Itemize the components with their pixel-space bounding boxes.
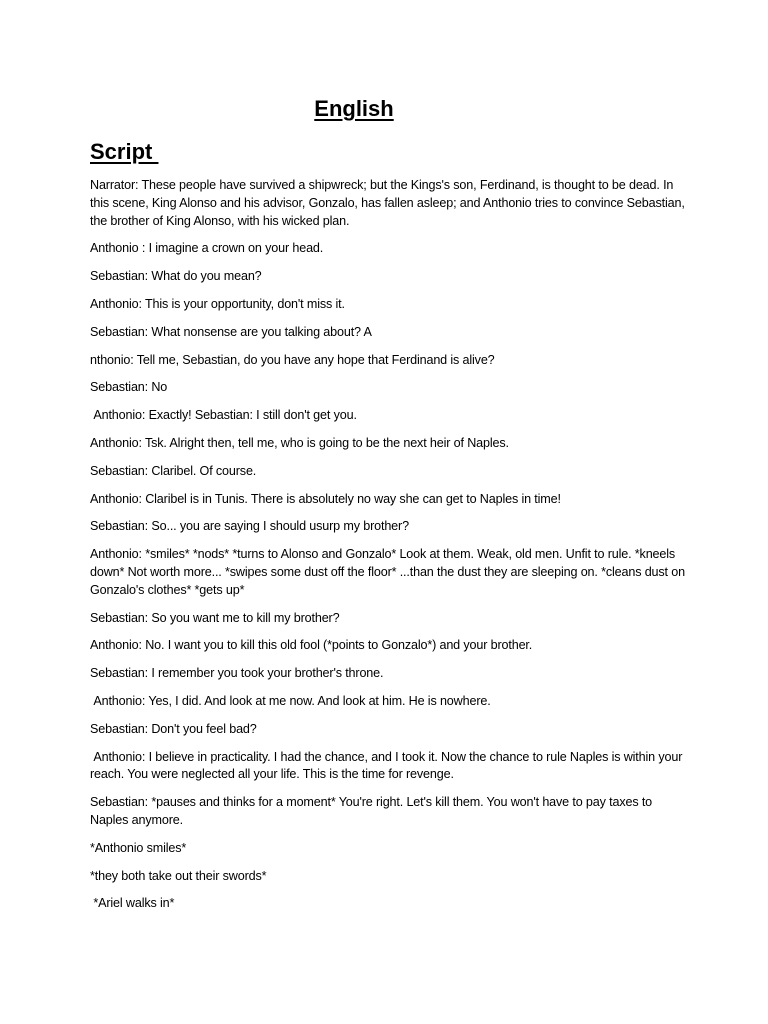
script-line: Sebastian: What do you mean?: [90, 269, 262, 284]
script-line: Narrator: These people have survived a shipwreck; but the Kings's son, Ferdinand, is thought to be dead. In this scene, King Alonso and his advisor, Gonzalo, has fallen asleep; and Anthonio tries to convince Sebastian, the brother of King Alonso, with his wicked plan.: [90, 178, 689, 228]
script-line: nthonio: Tell me, Sebastian, do you have any hope that Ferdinand is alive?: [90, 352, 495, 367]
script-line: Sebastian: *pauses and thinks for a moment* You're right. Let's kill them. You won't have to pay taxes to Naples anymore.: [90, 795, 656, 827]
script-line: Anthonio: Exactly! Sebastian: I still don't get you.: [90, 408, 357, 423]
script-line: *they both take out their swords*: [90, 868, 267, 883]
script-line: Anthonio : I imagine a crown on your head.: [90, 241, 324, 256]
script-line: Sebastian: Don't you feel bad?: [90, 721, 257, 736]
script-line: *Anthonio smiles*: [90, 840, 187, 855]
section-heading: Script: [90, 139, 159, 164]
document-title: English: [314, 96, 394, 121]
script-line: Sebastian: What nonsense are you talking about? A: [90, 324, 372, 339]
script-line: Anthonio: Yes, I did. And look at me now. And look at him. He is nowhere.: [90, 693, 491, 708]
script-line: Anthonio: This is your opportunity, don't miss it.: [90, 296, 345, 311]
script-body: [90, 177, 689, 923]
script-line: Sebastian: So... you are saying I should usurp my brother?: [90, 519, 409, 534]
script-line: Anthonio: No. I want you to kill this old fool (*points to Gonzalo*) and your brother.: [90, 638, 533, 653]
script-line: Sebastian: I remember you took your brother's throne.: [90, 666, 384, 681]
script-line: Sebastian: No: [90, 380, 168, 395]
script-line: *Ariel walks in*: [90, 896, 175, 911]
script-line: Sebastian: So you want me to kill my brother?: [90, 610, 340, 625]
script-line: Sebastian: Claribel. Of course.: [90, 463, 257, 478]
script-line: Anthonio: Tsk. Alright then, tell me, who is going to be the next heir of Naples.: [90, 435, 509, 450]
script-line: Anthonio: *smiles* *nods* *turns to Alonso and Gonzalo* Look at them. Weak, old men. Unfit to rule. *kneels down* Not worth more... *swipes some dust off the floor* ...than the dust they are sleeping on. *cleans dust on Gonzalo's clothes* *gets up*: [90, 547, 689, 597]
script-line: Anthonio: Claribel is in Tunis. There is absolutely no way she can get to Naples in time!: [90, 491, 561, 506]
script-line: Anthonio: I believe in practicality. I had the chance, and I took it. Now the chance to rule Naples is within your reach. You were neglected all your life. This is the time for revenge.: [90, 749, 686, 782]
